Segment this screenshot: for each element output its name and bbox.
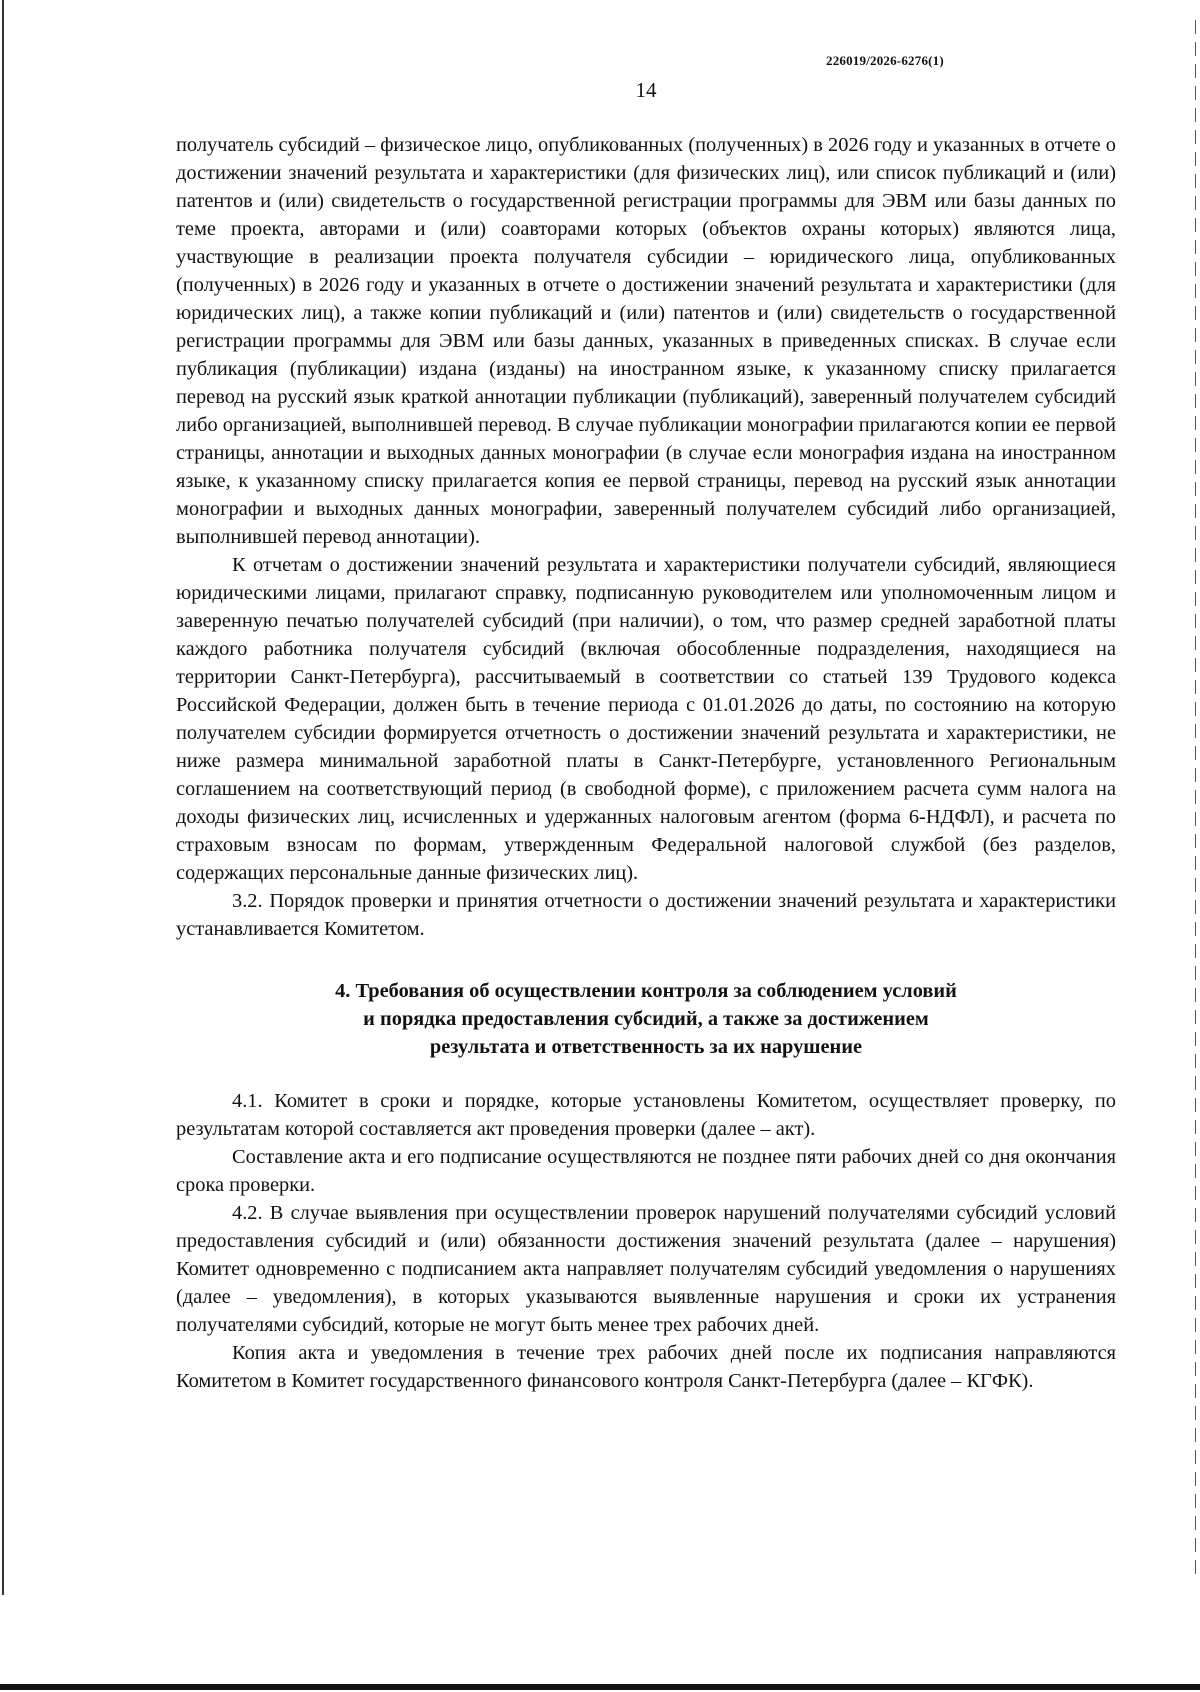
- scan-edge-left: [2, 0, 4, 1595]
- paragraph-salary-certificate: К отчетам о достижении значений результата и характеристики получатели субсидий, являющиеся юридическими лицами, прилагают справку, подписанную руководителем или уполномоченным лицом и заверенную печатью получателей субсидий (при наличии), о том, что размер средней заработной платы каждого работника получателя субсидий (включая обособленные подразделения, находящиеся на территории Санкт-Петербурга), рассчитываемый в соответствии со статьей 139 Трудового кодекса Российской Федерации, должен быть в течение периода с 01.01.2026 до даты, по состоянию на которую получателем субсидии формируется отчетность о достижении значений результата и характеристики, не ниже размера минимальной заработной платы в Санкт-Петербурге, установленного Региональным соглашением на соответствующий период (в свободной форме), с приложением расчета сумм налога на доходы физических лиц, исчисленных и удержанных налоговым агентом (форма 6-НДФЛ), и расчета по страховым взносам по формам, утвержденным Федеральной налоговой службой (без разделов, содержащих персональные данные физических лиц).: [176, 554, 1116, 884]
- document-number: 226019/2026-6276(1): [826, 53, 944, 68]
- section-4-heading-line-3: результата и ответственность за их нарушение: [429, 1036, 863, 1058]
- scan-edge-right: [1195, 20, 1196, 1580]
- paragraph-kgfk: Копия акта и уведомления в течение трех рабочих дней после их подписания направляются Комитетом в Комитет государственного финансового контроля Санкт-Петербурга (далее – КГФК).: [176, 1342, 1116, 1392]
- paragraph-4-1: 4.1. Комитет в сроки и порядке, которые установлены Комитетом, осуществляет проверку, по результатам которой составляется акт проведения проверки (далее – акт).: [176, 1090, 1116, 1140]
- paragraph-3-2: 3.2. Порядок проверки и принятия отчетности о достижении значений результата и характеристики устанавливается Комитетом.: [176, 890, 1116, 940]
- paragraph-4-2: 4.2. В случае выявления при осуществлении проверок нарушений получателями субсидий условий предоставления субсидий и (или) обязанности достижения значений результата (далее – нарушения) Комитет одновременно с подписанием акта направляет получателям субсидий уведомления о нарушениях (далее – уведомления), в которых указываются выявленные нарушения и сроки их устранения получателями субсидий, которые не могут быть менее трех рабочих дней.: [176, 1202, 1116, 1336]
- page-number: 14: [635, 78, 657, 102]
- section-4-heading: [176, 977, 1116, 1061]
- paragraph-continued: получатель субсидий – физическое лицо, опубликованных (полученных) в 2026 году и указанных в отчете о достижении значений результата и характеристики (для физических лиц), или список публикаций и (или) патентов и (или) свидетельств о государственной регистрации программы для ЭВМ или базы данных по теме проекта, авторами и (или) соавторами которых (объектов охраны которых) являются лица, участвующие в реализации проекта получателя субсидии – юридического лица, опубликованных (полученных) в 2026 году и указанных в отчете о достижении значений результата и характеристики (для юридических лиц), а также копии публикаций и (или) патентов и (или) свидетельств о государственной регистрации программы для ЭВМ или базы данных, указанных в приведенных списках. В случае если публикация (публикации) издана (изданы) на иностранном языке, к указанному списку прилагается перевод на русский язык краткой аннотации публикации (публикаций), заверенный получателем субсидий либо организацией, выполнившей перевод. В случае публикации монографии прилагаются копии ее первой страницы, аннотации и выходных данных монографии (в случае если монография издана на иностранном языке, к указанному списку прилагается копия ее первой страницы, перевод на русский язык аннотации монографии и выходных данных монографии, заверенный получателем субсидий либо организацией, выполнившей перевод аннотации).: [176, 134, 1116, 548]
- section-4-heading-line-1: 4. Требования об осуществлении контроля за соблюдением условий: [335, 980, 957, 1002]
- document-body: [176, 131, 1116, 1395]
- section-4-heading-line-2: и порядка предоставления субсидий, а также за достижением: [363, 1008, 929, 1030]
- scan-edge-bottom: [0, 1684, 1200, 1690]
- paragraph-act-signing: Составление акта и его подписание осуществляются не позднее пяти рабочих дней со дня окончания срока проверки.: [176, 1146, 1116, 1196]
